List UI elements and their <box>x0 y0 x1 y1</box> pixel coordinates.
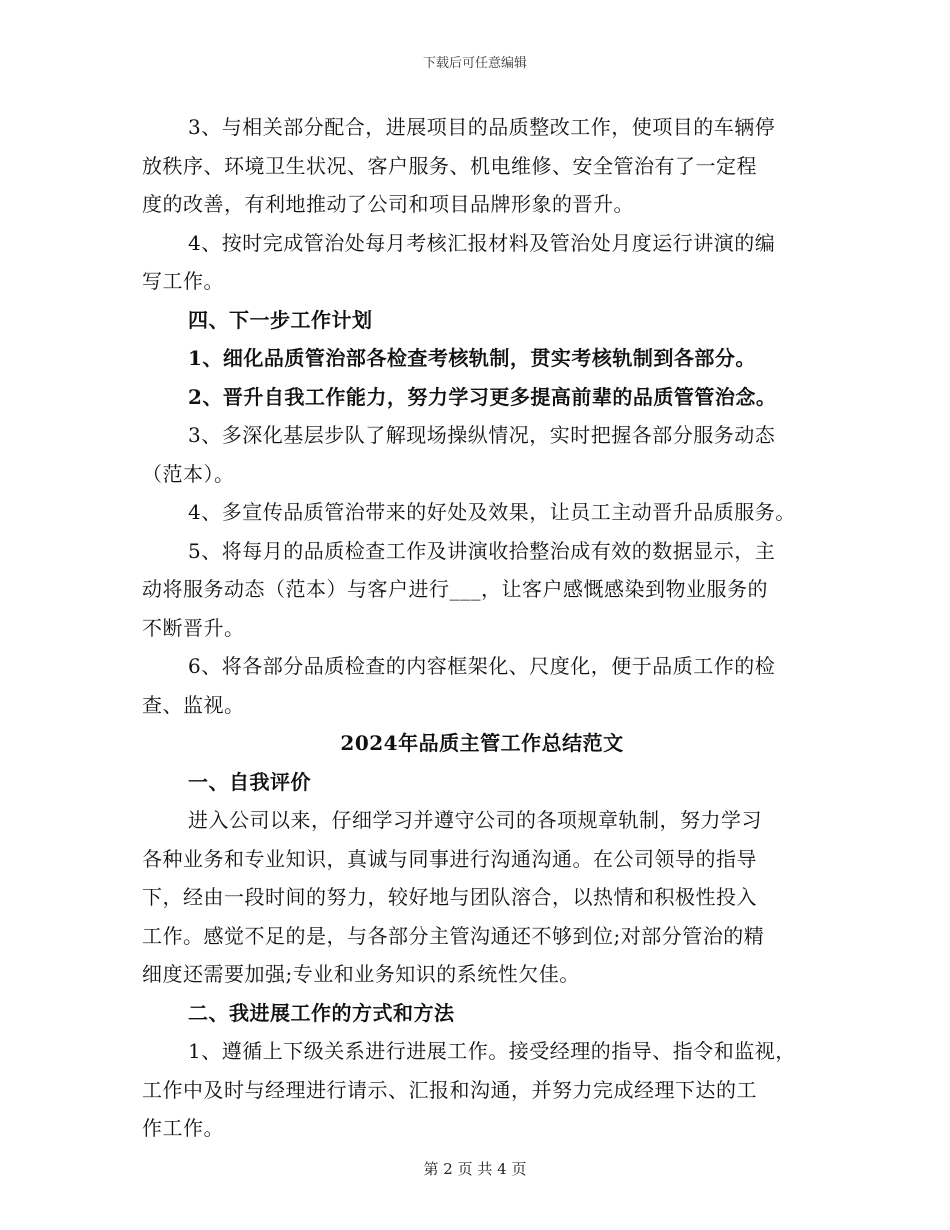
paragraph-line: 各种业务和专业知识，真诚与同事进行沟通沟通。在公司领导的指导 <box>142 846 757 871</box>
paragraph-line: 6、将各部分品质检查的内容框架化、尺度化，便于品质工作的检 <box>188 654 776 678</box>
paragraph-line: 不断晋升。 <box>142 615 245 640</box>
document-body <box>142 108 822 1148</box>
section-heading: 一、自我评价 <box>188 769 311 794</box>
paragraph-line: 3、与相关部分配合，进展项目的品质整改工作，使项目的车辆停 <box>188 115 776 139</box>
paragraph-line: 细度还需要加强;专业和业务知识的系统性欠佳。 <box>142 962 580 986</box>
paragraph-line: 4、多宣传品质管治带来的好处及效果，让员工主动晋升品质服务。 <box>188 500 796 524</box>
paragraph-line: （范本）。 <box>142 461 235 486</box>
paragraph-line: 写工作。 <box>142 269 224 293</box>
paragraph-line: 动将服务动态（范本）与客户进行___，让客户感慨感染到物业服务的 <box>142 577 768 601</box>
paragraph-line: 工作。感觉不足的是，与各部分主管沟通还不够到位;对部分管治的精 <box>142 923 765 948</box>
paragraph-line: 作工作。 <box>142 1116 224 1140</box>
page-header: 下载后可任意编辑 <box>422 56 527 71</box>
section-title: 2024年品质主管工作总结范文 <box>340 731 624 755</box>
paragraph-line: 1、遵循上下级关系进行进展工作。接受经理的指导、指令和监视， <box>188 1039 796 1063</box>
paragraph-line: 3、多深化基层步队了解现场操纵情况，实时把握各部分服务动态 <box>188 423 776 447</box>
paragraph-line: 下，经由一段时间的努力，较好地与团队溶合，以热情和积极性投入 <box>142 885 757 909</box>
paragraph-line: 放秩序、环境卫生状况、客户服务、机电维修、安全管治有了一定程 <box>142 153 757 178</box>
page-footer: 第 2 页 共 4 页 <box>423 1160 527 1178</box>
section-heading: 二、我进展工作的方式和方法 <box>188 1000 455 1025</box>
paragraph-line: 5、将每月的品质检查工作及讲演收拾整治成有效的数据显示，主 <box>188 538 776 563</box>
paragraph-line: 4、按时完成管治处每月考核汇报材料及管治处月度运行讲演的编 <box>188 230 776 255</box>
paragraph-line: 工作中及时与经理进行请示、汇报和沟通，并努力完成经理下达的工 <box>142 1077 757 1102</box>
paragraph-line: 度的改善，有利地推动了公司和项目品牌形象的晋升。 <box>142 192 634 216</box>
section-heading: 2、晋升自我工作能力，努力学习更多提高前辈的品质管管治念。 <box>188 384 777 409</box>
paragraph-line: 查、监视。 <box>142 692 245 717</box>
section-heading: 四、下一步工作计划 <box>188 307 373 332</box>
section-heading: 1、细化品质管治部各检查考核轨制，贯实考核轨制到各部分。 <box>188 346 756 370</box>
paragraph-line: 进入公司以来，仔细学习并遵守公司的各项规章轨制，努力学习 <box>188 808 762 832</box>
